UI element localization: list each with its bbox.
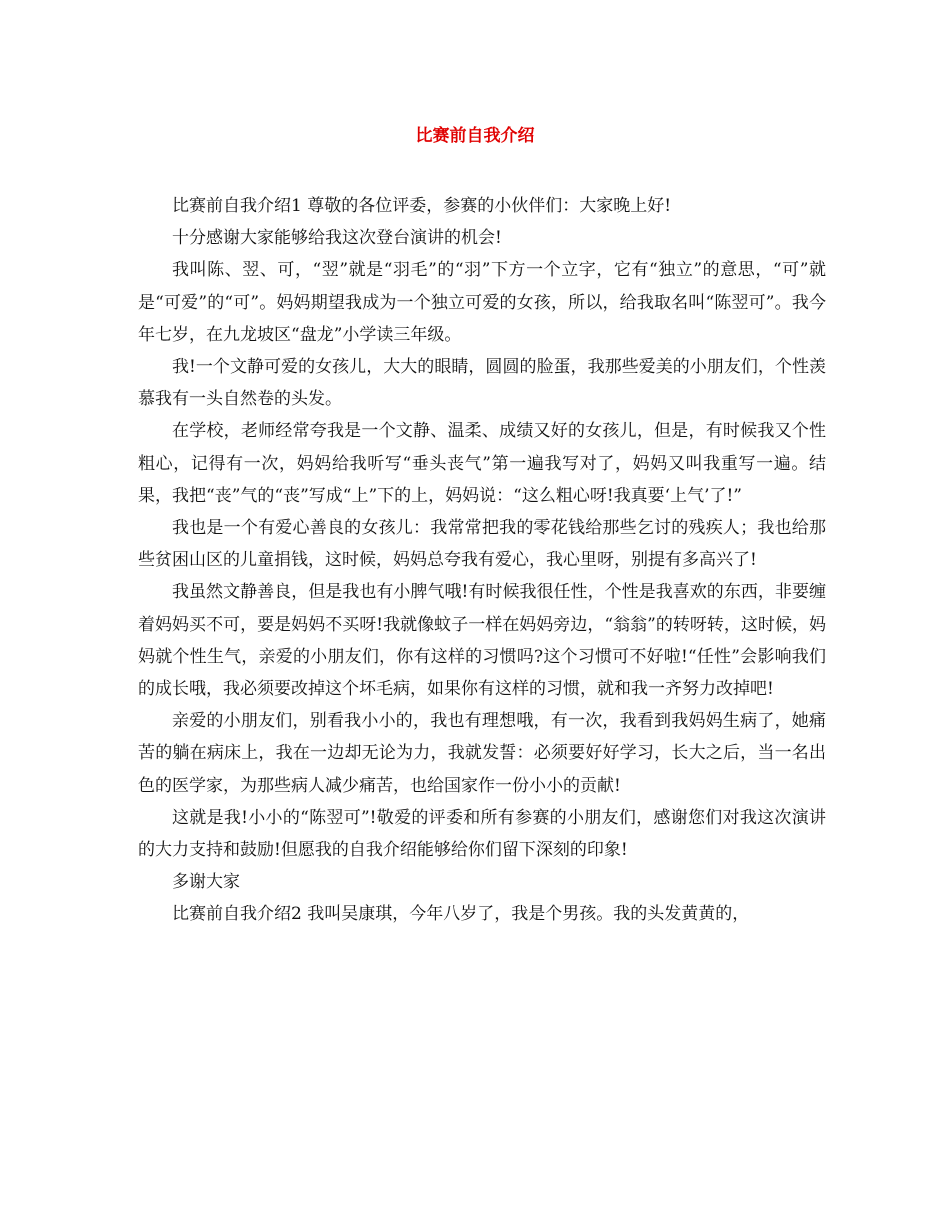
document-body (138, 190, 826, 931)
paragraph-3: 我叫陈、翌、可，“翌”就是“羽毛”的“羽”下方一个立字，它有“独立”的意思，“可”就是“可爱”的“可”。妈妈期望我成为一个独立可爱的女孩，所以，给我取名叫“陈翌可”。我今年七岁，在九龙坡区“盘龙”小学读三年级。 (138, 260, 826, 345)
document-title: 比赛前自我介绍 (415, 126, 535, 146)
paragraph-11: 比赛前自我介绍2 我叫吴康琪，今年八岁了，我是个男孩。我的头发黄黄的， (172, 904, 750, 925)
paragraph-7: 我虽然文静善良，但是我也有小脾气哦!有时候我很任性，个性是我喜欢的东西，非要缠着妈妈买不可，要是妈妈不买呀!我就像蚊子一样在妈妈旁边，“翁翁”的转呀转，这时候，妈妈就个性生气，亲爱的小朋友们，你有这样的习惯吗?这个习惯可不好啦!“任性”会影响我们的成长哦，我必须要改掉这个坏毛病，如果你有这样的习惯，就和我一齐努力改掉吧! (138, 582, 826, 700)
paragraph-8: 亲爱的小朋友们，别看我小小的，我也有理想哦，有一次，我看到我妈妈生病了，她痛苦的躺在病床上，我在一边却无论为力，我就发誓：必须要好好学习，长大之后，当一名出色的医学家，为那些病人减少痛苦，也给国家作一份小小的贡献! (138, 711, 826, 796)
paragraph-4: 我!一个文静可爱的女孩儿，大大的眼睛，圆圆的脸蛋，我那些爱美的小朋友们，个性羡慕我有一头自然卷的头发。 (138, 357, 826, 410)
paragraph-6: 我也是一个有爱心善良的女孩儿：我常常把我的零花钱给那些乞讨的残疾人；我也给那些贫困山区的儿童捐钱，这时候，妈妈总夸我有爱心，我心里呀，别提有多高兴了! (138, 518, 826, 571)
paragraph-2: 十分感谢大家能够给我这次登台演讲的机会! (172, 228, 502, 249)
paragraph-10: 多谢大家 (172, 872, 240, 893)
paragraph-9: 这就是我!小小的“陈翌可”!敬爱的评委和所有参赛的小朋友们，感谢您们对我这次演讲的大力支持和鼓励!但愿我的自我介绍能够给你们留下深刻的印象! (138, 807, 826, 861)
paragraph-1: 比赛前自我介绍1 尊敬的各位评委，参赛的小伙伴们：大家晚上好! (172, 196, 672, 216)
paragraph-5: 在学校，老师经常夸我是一个文静、温柔、成绩又好的女孩儿，但是，有时候我又个性粗心，记得有一次，妈妈给我听写“垂头丧气”第一遍我写对了，妈妈又叫我重写一遍。结果，我把“丧”气的“丧”写成“上”下的上，妈妈说：“这么粗心呀!我真要‘上气’了!” (138, 421, 826, 506)
